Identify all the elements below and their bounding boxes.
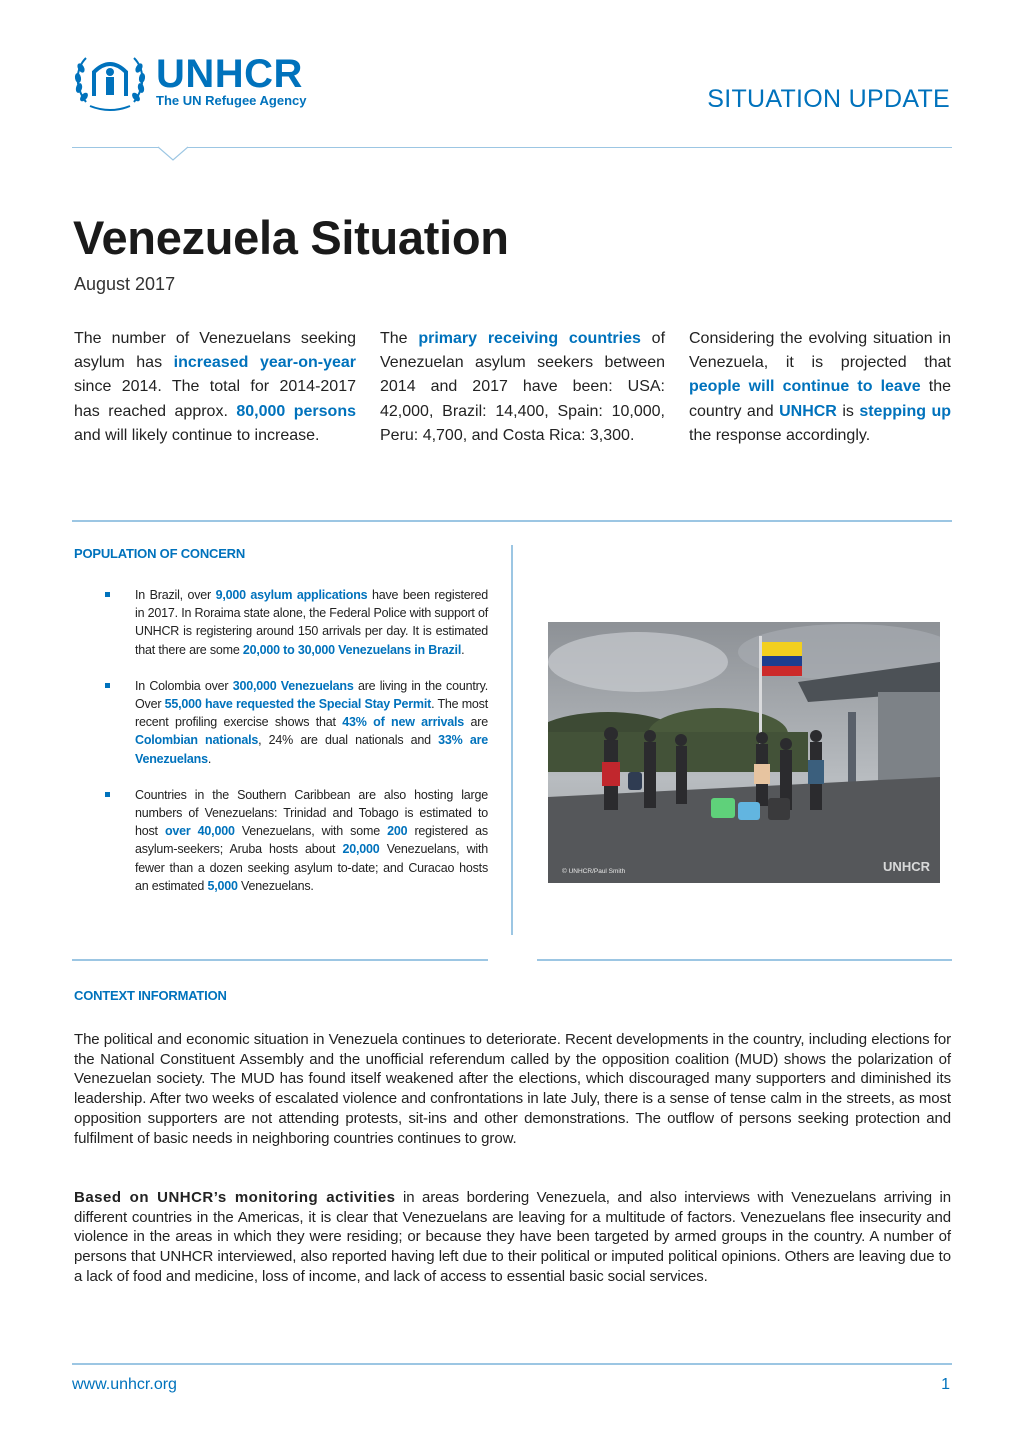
list-item: In Colombia over 300,000 Venezuelans are living in the country. Over 55,000 have requested the Special Stay Permit. The most recent profiling exercise shows that 43% of new arrivals are Colombian nationals, 24% are dual nationals and 33% are Venezuelans.: [104, 677, 488, 768]
intro-column-2: The primary receiving countries of Venezuelan asylum seekers between 2014 and 2017 have been: USA: 42,000, Brazil: 14,400, Spain: 10,000, Peru: 4,700, and Costa Rica: 3,300.: [380, 330, 666, 444]
population-bullet-list: [104, 586, 488, 913]
column-divider: [511, 545, 513, 935]
unhcr-logo: [72, 50, 352, 112]
logo-tagline: The UN Refugee Agency: [156, 93, 307, 108]
photo-watermark-logo: UNHCR: [883, 859, 930, 874]
photo-scene: [548, 622, 940, 883]
context-paragraph-1: The political and economic situation in Venezuela continues to deteriorate. Recent developments in the country, including elections for the National Constituent Assembly and the unofficial referendum called by the opposition coalition (MUD) shows the polarization of Venezuelan society. The MUD has found itself weakened after the elections, which discouraged many supporters and diminished its leadership. After two weeks of escalated violence and confrontations in late July, there is a sense of tense calm in the streets, as most opposition supporters are not attending protests, sit-ins and other demonstrations. The outflow of persons seeking protection and fulfilment of basic needs in neighboring countries continues to grow.: [74, 1031, 951, 1147]
section-divider: [72, 520, 952, 522]
list-item: Countries in the Southern Caribbean are also hosting large numbers of Venezuelans: Trinidad and Tobago is estimated to host over 40,000 Venezuelans, with some 200 registered as asylum-seekers; Aruba hosts about 20,000 Venezuelans, with fewer than a dozen seeking asylum to-date; and Curacao hosts an estimated 5,000 Venezuelans.: [104, 786, 488, 895]
report-date: August 2017: [74, 274, 176, 294]
unhcr-emblem-icon: [72, 50, 148, 112]
bullet-icon: [105, 792, 110, 797]
border-crossing-photo: [548, 622, 940, 883]
context-heading: CONTEXT INFORMATION: [74, 988, 227, 1003]
intro-column-1: The number of Venezuelans seeking asylum has increased year-on-year since 2014. The total for 2014-2017 has reached approx. 80,000 persons and will likely continue to increase.: [74, 330, 356, 444]
photo-credit: © UNHCR/Paul Smith: [562, 868, 626, 875]
page-title: Venezuela Situation: [73, 211, 509, 264]
document-type-label: SITUATION UPDATE: [707, 85, 950, 113]
page-number: 1: [941, 1376, 950, 1393]
section-divider: [537, 959, 952, 961]
header-notch-icon: [158, 146, 188, 162]
website-link[interactable]: www.unhcr.org: [72, 1376, 177, 1393]
list-item: In Brazil, over 9,000 asylum applications have been registered in 2017. In Roraima state alone, the Federal Police with support of UNHCR is registering around 150 arrivals per day. It is estimated that there are some 20,000 to 30,000 Venezuelans in Brazil.: [104, 586, 488, 659]
bullet-icon: [105, 683, 110, 688]
logo-wordmark: UNHCR: [156, 52, 303, 96]
bullet-icon: [105, 592, 110, 597]
context-paragraph-2: Based on UNHCR’s monitoring activities in areas bordering Venezuela, and also interviews with Venezuelans arriving in different countries in the Americas, it is clear that Venezuelans are leaving for a multitude of factors. Venezuelans flee insecurity and violence in the areas in which they were residing; or because they have been targeted by armed groups in the country. A number of persons that UNHCR interviewed, also reported having left due to their political or imputed political opinions. Others are leaving due to a lack of food and medicine, loss of income, and lack of access to essential basic social services.: [74, 1189, 952, 1285]
section-divider: [72, 959, 488, 961]
footer-divider: [72, 1363, 952, 1365]
header-divider: [72, 147, 952, 148]
population-heading: POPULATION OF CONCERN: [74, 546, 246, 561]
intro-column-3: Considering the evolving situation in Venezuela, it is projected that people will continue to leave the country and UNHCR is stepping up the response accordingly.: [689, 330, 952, 444]
